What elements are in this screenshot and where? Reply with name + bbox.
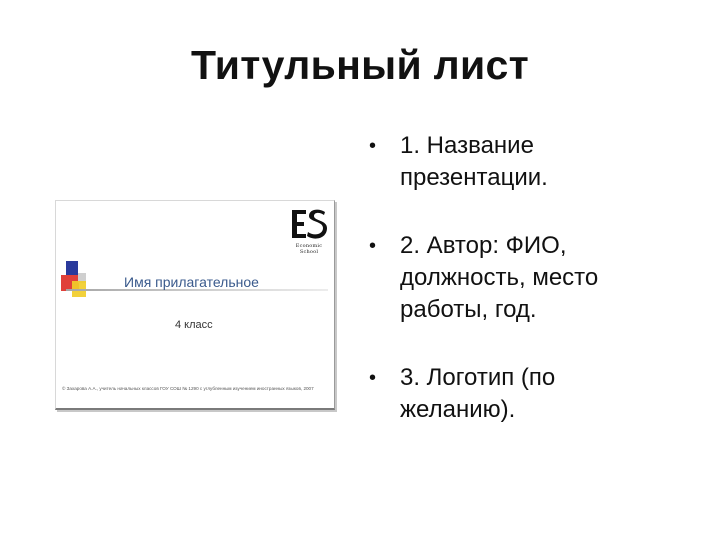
bullet-item <box>365 230 705 326</box>
bullet-text-line: 3. Логотип (по <box>400 364 556 391</box>
logo-caption: Economic School <box>295 243 323 255</box>
thumbnail-footer: © Захарова А.А., учитель начальных классов ГОУ СОШ № 1290 с углубленным изучением иностранных языков, 2007 <box>62 386 314 391</box>
thumbnail-heading: Имя прилагательное <box>124 274 259 290</box>
bullet-marker: • <box>369 235 377 257</box>
bullet-item <box>365 362 705 426</box>
bullet-marker: • <box>369 135 377 157</box>
bullet-text-line: презентации. <box>400 164 548 191</box>
bullet-marker: • <box>369 367 377 389</box>
bullet-item <box>365 130 705 194</box>
es-logo-icon <box>289 206 329 244</box>
decor-square-blue <box>66 261 78 275</box>
bullet-text-line: должность, место <box>400 264 599 291</box>
thumbnail-grade: 4 класс <box>175 319 213 331</box>
bullet-text-line: 2. Автор: ФИО, <box>400 232 567 259</box>
slide-title: Титульный лист <box>190 42 529 88</box>
title-slide-thumbnail <box>55 200 335 410</box>
bullet-list <box>365 130 705 426</box>
bullet-text-line: работы, год. <box>400 296 537 323</box>
bullet-text-line: 1. Название <box>400 132 534 159</box>
bullet-text-line: желанию). <box>400 396 516 423</box>
